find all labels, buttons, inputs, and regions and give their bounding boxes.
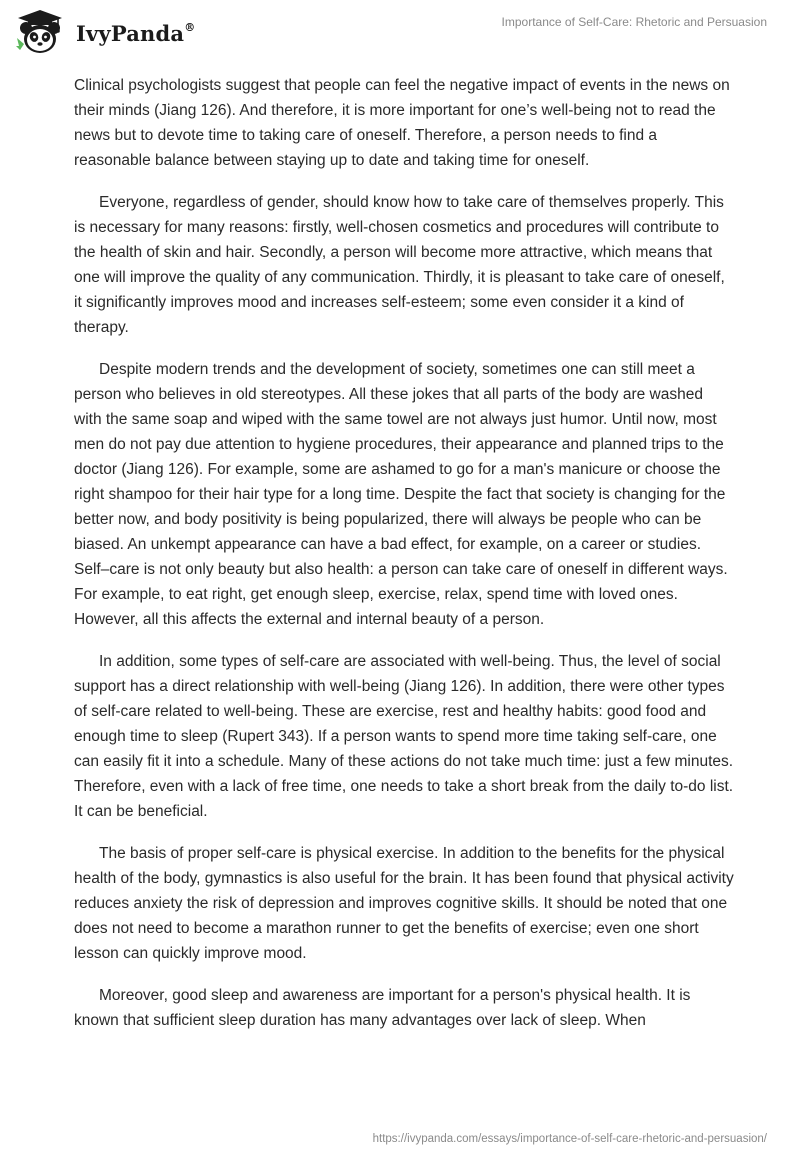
panda-logo-icon: [14, 8, 66, 56]
essay-paragraph-2: Everyone, regardless of gender, should know how to take care of themselves properly. This is necessary for many reasons: firstly, well-chosen cosmetics and procedures will contribute to the health of skin and hair. Secondly, a person will become more attractive, which means that one will improve the quality of any communication. Thirdly, it is pleasant to take care of oneself, it significantly improves mood and increases self-esteem; some even consider it a kind of therapy.: [74, 194, 725, 336]
essay-paragraph-4: In addition, some types of self-care are associated with well-being. Thus, the level of social support has a direct relationship with well-being (Jiang 126). In addition, there were other types of self-care related to well-being. These are exercise, rest and healthy habits: good food and enough time to sleep (Rupert 343). If a person wants to spend more time taking self-care, one can easily fit it into a schedule. Many of these actions do not take much time: just a few minutes. Therefore, even with a lack of free time, one needs to take a short break from the daily to-do list. It can be beneficial.: [74, 653, 734, 820]
logo-wordmark: IvyPanda®: [76, 20, 196, 46]
page-header: [0, 0, 800, 70]
essay-paragraph-5: The basis of proper self-care is physical exercise. In addition to the benefits for the physical health of the body, gymnastics is also useful for the brain. It has been found that physical activity reduces anxiety the risk of depression and improves cognitive skills. It should be noted that one does not need to become a marathon runner to get the benefits of exercise; even one short lesson can quickly improve mood.: [74, 845, 734, 962]
document-title: Importance of Self-Care: Rhetoric and Persuasion: [501, 15, 767, 29]
essay-body: [74, 73, 734, 1050]
essay-paragraph-3: Despite modern trends and the development of society, sometimes one can still meet a person who believes in old stereotypes. All these jokes that all parts of the body are washed with the same soap and wiped with the same towel are not always just humor. Until now, most men do not pay due attention to hygiene procedures, their appearance and planned trips to the doctor (Jiang 126). For example, some are ashamed to go for a man's manicure or choose the right shampoo for their hair type for a long time. Despite the fact that society is changing for the better now, and body positivity is being popularized, there will always be people who can be biased. An unkempt appearance can have a bad effect, for example, on a career or studies. Self–care is not only beauty but also health: a person can take care of oneself in different ways. For example, to eat right, get enough sleep, exercise, relax, spend time with loved ones. However, all this affects the external and internal beauty of a person.: [74, 361, 728, 628]
essay-paragraph-1: Clinical psychologists suggest that people can feel the negative impact of events in the news on their minds (Jiang 126). And therefore, it is more important for one’s well-being not to read the news but to devote time to taking care of oneself. Therefore, a person needs to find a reasonable balance between staying up to date and taking time for oneself.: [74, 77, 730, 169]
ivypanda-logo[interactable]: [14, 8, 195, 56]
page-footer-url[interactable]: https://ivypanda.com/essays/importance-of-self-care-rhetoric-and-persuasion/: [372, 1133, 767, 1145]
essay-paragraph-6: Moreover, good sleep and awareness are important for a person's physical health. It is known that sufficient sleep duration has many advantages over lack of sleep. When: [74, 987, 691, 1029]
